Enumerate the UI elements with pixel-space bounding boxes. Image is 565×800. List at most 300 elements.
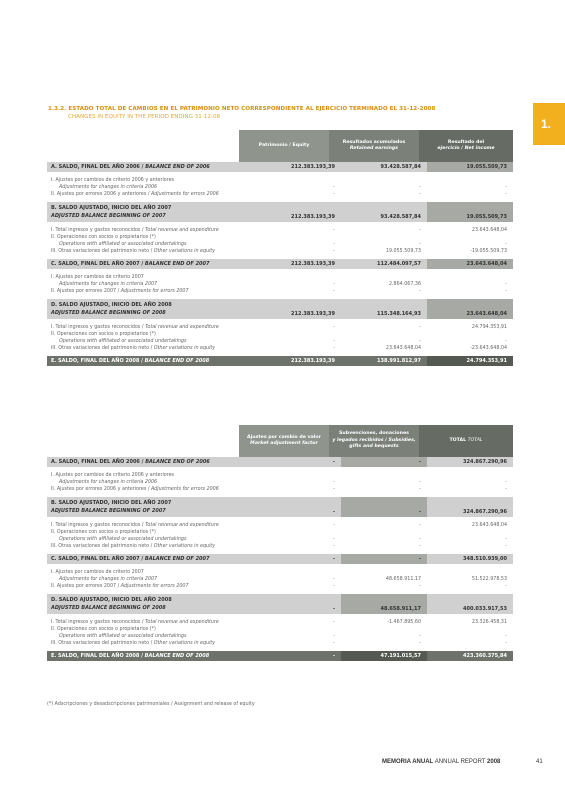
- value-cell: [427, 544, 513, 549]
- label-en: BALANCE END OF 2008: [144, 358, 210, 364]
- label-en sub: ADJUSTED BALANCE BEGINNING OF 2008: [51, 310, 166, 316]
- value: -: [505, 289, 507, 294]
- label-en: Adjustments for errors 2007: [120, 584, 189, 589]
- footer-year: 2008: [487, 759, 501, 765]
- header-line: Subvenciones, donaciones: [339, 431, 409, 437]
- value-cell: [341, 282, 427, 287]
- value: -23.643.648,04: [470, 346, 507, 351]
- row-label: [47, 249, 255, 254]
- adjusted-row-d: [47, 594, 513, 614]
- balance-label: [47, 653, 255, 659]
- column-header-text: [247, 435, 321, 448]
- value-cell: [341, 544, 427, 549]
- table-row: [47, 486, 513, 493]
- value-cell: [341, 346, 427, 351]
- adjustment-group: [47, 269, 513, 299]
- row-label: [47, 584, 255, 589]
- value-cell: [427, 289, 513, 294]
- value: -: [418, 509, 421, 515]
- label-en: Other variations in equity: [153, 544, 216, 549]
- value-cell: [341, 228, 427, 233]
- value: -: [333, 185, 335, 190]
- label-es: A. SALDO, FINAL DEL AÑO 2006 /: [51, 459, 146, 465]
- label-en: BALANCE END OF 2008: [144, 653, 210, 659]
- value-cell: [427, 249, 513, 254]
- value-cell: [427, 282, 513, 287]
- value: 19.055.509,73: [466, 164, 507, 170]
- value: -19.055.509,73: [470, 249, 507, 254]
- value: -1.467.895,60: [387, 620, 421, 625]
- value: -: [505, 185, 507, 190]
- value: 93.428.587,84: [380, 214, 421, 220]
- value: 93.428.587,84: [380, 164, 421, 170]
- balance-row-e: [47, 651, 513, 661]
- value: -: [419, 634, 421, 639]
- label-en: Adjustments for errors 2007: [120, 289, 189, 294]
- value-cell: [255, 289, 341, 294]
- value: -: [419, 537, 421, 542]
- value-cell: [255, 544, 341, 549]
- column-header-text: [343, 140, 406, 153]
- label-es: C. SALDO, FINAL DEL AÑO 2007 /: [51, 556, 145, 562]
- value: -: [419, 242, 421, 247]
- value: -: [418, 459, 421, 465]
- adjustment-group: [47, 517, 513, 554]
- value: -: [419, 584, 421, 589]
- value: -: [333, 641, 335, 646]
- section-tab: 1.: [533, 103, 565, 145]
- value: -: [505, 634, 507, 639]
- label-en: Adjustments for errors 2006: [150, 192, 219, 197]
- adjustment-group: [47, 172, 513, 202]
- value: 24.794.353,91: [471, 325, 507, 330]
- value: -: [419, 325, 421, 330]
- value: -: [419, 185, 421, 190]
- footer-en: ANNUAL REPORT: [434, 759, 488, 765]
- value: -: [333, 282, 335, 287]
- value: 23.643.648,04: [466, 311, 507, 317]
- value-cell: [255, 282, 341, 287]
- value: -: [332, 459, 335, 465]
- table-row: [47, 331, 513, 338]
- header-line: Resultados acumulados: [342, 139, 406, 145]
- row-label: [47, 480, 255, 485]
- column-header: [419, 130, 513, 162]
- value: -: [505, 339, 507, 344]
- adjusted-label: [47, 497, 255, 517]
- value: 23.326.458,31: [471, 620, 507, 625]
- header-line-en: Retained earnings: [349, 146, 399, 151]
- table-row: [47, 583, 513, 590]
- value-cell: [427, 242, 513, 247]
- table-row: [47, 274, 513, 281]
- balance-label: [47, 358, 255, 364]
- label-es: III. Otras variaciones del patrimonio neto /: [51, 641, 154, 646]
- value-cell: [255, 459, 341, 465]
- balance-label: [47, 556, 255, 562]
- label-en sub: ADJUSTED BALANCE BEGINNING OF 2007: [51, 508, 166, 514]
- value-cell: [341, 358, 427, 364]
- value: 19.055.509,73: [385, 249, 421, 254]
- label-es: II. Operaciones con socios o propietarios (*): [51, 627, 156, 632]
- value-cell: [341, 480, 427, 485]
- value-cell: [255, 620, 341, 625]
- value: -: [419, 641, 421, 646]
- value-cell: [427, 339, 513, 344]
- label-en: Operations with affiliated or associated undertakings: [59, 634, 187, 639]
- title-english: CHANGES IN EQUITY IN THE PERIOD ENDING 31-12-08: [68, 114, 221, 120]
- value-cell: [427, 356, 513, 366]
- value-cell: [341, 164, 427, 170]
- label-es: A. SALDO, FINAL DEL AÑO 2006 /: [51, 164, 146, 170]
- label-en: Total revenue and expenditure: [145, 228, 219, 233]
- column-header: [329, 425, 419, 457]
- value-cell: [427, 497, 513, 517]
- value-cell: [427, 325, 513, 330]
- value: -: [419, 228, 421, 233]
- row-label: [47, 228, 255, 233]
- adjusted-label: [47, 594, 255, 614]
- value: -: [332, 509, 335, 515]
- value-cell: [255, 358, 341, 364]
- table-row: [47, 241, 513, 248]
- label-es: III. Otras variaciones del patrimonio neto /: [51, 249, 154, 254]
- column-header-text: [332, 431, 415, 451]
- value-cell: [255, 249, 341, 254]
- value: -: [505, 480, 507, 485]
- label-es: II. Operaciones con socios o propietarios (*): [51, 235, 156, 240]
- value: -: [333, 289, 335, 294]
- section-title: [48, 106, 528, 120]
- balance-label: [47, 164, 255, 170]
- label-en: Total revenue and expenditure: [145, 325, 219, 330]
- label-en: Other variations in equity: [153, 249, 216, 254]
- footnote: (*) Adscripciones y desadscripciones patrimoniales / Assignment and release of equity: [47, 702, 255, 707]
- value: 115.348.164,93: [377, 311, 421, 317]
- column-header-text: [437, 140, 494, 153]
- value: 212.383.193,39: [291, 311, 335, 317]
- label-en: Total revenue and expenditure: [145, 523, 219, 528]
- row-label: [47, 275, 255, 280]
- value: -: [333, 487, 335, 492]
- row-label: [47, 242, 255, 247]
- label-es: I. Total ingresos y gastos reconocidos /: [51, 228, 146, 233]
- value-cell: [427, 487, 513, 492]
- value: -: [332, 606, 335, 612]
- label-en: Operations with affiliated or associated undertakings: [59, 537, 187, 542]
- table-row: [47, 479, 513, 486]
- label-en: Adjustments for errors 2006: [150, 487, 219, 492]
- label-en: Other variations in equity: [153, 641, 216, 646]
- table-row: [47, 472, 513, 479]
- value-cell: [255, 594, 341, 614]
- header-line: TOTAL: [449, 437, 468, 443]
- label-es: I. Total ingresos y gastos reconocidos /: [51, 325, 146, 330]
- label-en: Adjustments for changes in criteria 2006: [59, 480, 158, 485]
- value: -: [333, 620, 335, 625]
- adjusted-row-b: [47, 497, 513, 517]
- value-cell: [427, 228, 513, 233]
- column-header: [239, 130, 329, 162]
- table-row: [47, 633, 513, 640]
- table-row: [47, 543, 513, 550]
- row-label: [47, 530, 255, 535]
- value-cell: [341, 523, 427, 528]
- value: -: [333, 480, 335, 485]
- header-line-en: TOTAL: [467, 437, 483, 443]
- table-row: [47, 324, 513, 331]
- value-cell: [255, 487, 341, 492]
- adjustment-group: [47, 564, 513, 594]
- header-line-en: y legados recibidos / Subsidies,: [332, 437, 416, 443]
- equity-table-2: [47, 425, 513, 661]
- value-cell: [255, 242, 341, 247]
- value: -: [333, 249, 335, 254]
- table-row: [47, 529, 513, 536]
- value: 212.383.193,39: [291, 164, 335, 170]
- value: -: [505, 242, 507, 247]
- value-cell: [255, 537, 341, 542]
- value: -: [333, 577, 335, 582]
- value-cell: [427, 192, 513, 197]
- value: -: [333, 537, 335, 542]
- value-cell: [341, 487, 427, 492]
- value: -: [333, 242, 335, 247]
- value-cell: [341, 537, 427, 542]
- row-label: [47, 627, 255, 632]
- table-row: [47, 522, 513, 529]
- table-row: [47, 640, 513, 647]
- value-cell: [427, 634, 513, 639]
- row-label: [47, 325, 255, 330]
- table-row: [47, 576, 513, 583]
- label-es: III. Otras variaciones del patrimonio neto /: [51, 346, 154, 351]
- value: -: [505, 537, 507, 542]
- label-es: D. SALDO AJUSTADO, INICIO DEL AÑO 2008: [51, 597, 172, 603]
- value: 51.522.978,53: [471, 577, 507, 582]
- value: -: [418, 556, 421, 562]
- value-cell: [255, 339, 341, 344]
- value: 19.055.509,73: [466, 214, 507, 220]
- value-cell: [427, 459, 513, 465]
- value: -: [419, 192, 421, 197]
- table-row: [47, 177, 513, 184]
- value: 23.643.648,04: [471, 228, 507, 233]
- label-en: Adjustments for changes in criteria 2007: [59, 282, 158, 287]
- value-cell: [341, 634, 427, 639]
- value: 212.383.193,39: [291, 261, 335, 267]
- label-es: II. Ajustes por errores 2007 /: [51, 584, 121, 589]
- label-es: E. SALDO, FINAL DEL AÑO 2008 /: [51, 653, 145, 659]
- value: -: [419, 487, 421, 492]
- header-line-en: ejercicio / Net income: [437, 146, 495, 151]
- value: -: [505, 282, 507, 287]
- table-row: [47, 338, 513, 345]
- column-header-text: [449, 438, 482, 445]
- value: -: [333, 339, 335, 344]
- balance-row-c: [47, 259, 513, 269]
- value-cell: [255, 185, 341, 190]
- label-en: Other variations in equity: [153, 346, 216, 351]
- value-cell: [427, 556, 513, 562]
- adjusted-label: [47, 299, 255, 319]
- value-cell: [341, 594, 427, 614]
- value-cell: [427, 537, 513, 542]
- label-en: Total revenue and expenditure: [145, 620, 219, 625]
- value: -: [333, 634, 335, 639]
- label-es: B. SALDO AJUSTADO, INICIO DEL AÑO 2007: [51, 205, 172, 211]
- adjustment-group: [47, 319, 513, 356]
- label-es: III. Otras variaciones del patrimonio neto /: [51, 544, 154, 549]
- page-number: 41: [536, 759, 543, 765]
- value: -: [419, 289, 421, 294]
- value: 47.191.015,57: [380, 653, 421, 659]
- label-es: II. Operaciones con socios o propietarios (*): [51, 530, 156, 535]
- column-header: [329, 130, 419, 162]
- row-label: [47, 473, 255, 478]
- row-label: [47, 544, 255, 549]
- row-label: [47, 487, 255, 492]
- value: 400.033.917,53: [463, 606, 507, 612]
- value: -: [333, 523, 335, 528]
- row-label: [47, 537, 255, 542]
- value-cell: [255, 164, 341, 170]
- table-row: [47, 227, 513, 234]
- value-cell: [341, 325, 427, 330]
- column-header: [239, 425, 329, 457]
- table-row: [47, 626, 513, 633]
- row-label: [47, 346, 255, 351]
- equity-table-1: [47, 130, 513, 366]
- value-cell: [255, 634, 341, 639]
- label-es: I. Total ingresos y gastos reconocidos /: [51, 620, 146, 625]
- label-es: D. SALDO AJUSTADO, INICIO DEL AÑO 2008: [51, 302, 172, 308]
- table-row: [47, 345, 513, 352]
- value-cell: [427, 584, 513, 589]
- value-cell: [341, 339, 427, 344]
- label-es: I. Ajustes por cambios de criterio 2006 y anteriores: [51, 473, 175, 478]
- row-label: [47, 282, 255, 287]
- value: 112.484.097,57: [377, 261, 421, 267]
- header-line-en: Market adjustment factor: [250, 441, 318, 446]
- row-label: [47, 577, 255, 582]
- value: -: [419, 544, 421, 549]
- value-cell: [427, 299, 513, 319]
- label-en: Operations with affiliated or associated undertakings: [59, 339, 187, 344]
- value-cell: [427, 594, 513, 614]
- value: 324.867.290,96: [463, 459, 507, 465]
- value-cell: [427, 653, 513, 659]
- adjusted-row-b: [47, 202, 513, 222]
- value: 423.360.375,84: [463, 653, 507, 659]
- header-line: Patrimonio / Equity: [258, 142, 310, 148]
- header-line-en: gifts and bequests: [349, 444, 399, 450]
- balance-row-c: [47, 554, 513, 564]
- value: -: [333, 325, 335, 330]
- row-label: [47, 641, 255, 646]
- value-cell: [255, 202, 341, 222]
- table-row: [47, 191, 513, 198]
- column-headers: [47, 425, 513, 457]
- value: -: [505, 192, 507, 197]
- row-label: [47, 332, 255, 337]
- value-cell: [341, 577, 427, 582]
- table-row: [47, 619, 513, 626]
- row-label: [47, 235, 255, 240]
- column-headers: [47, 130, 513, 162]
- label-en: BALANCE END OF 2006: [145, 459, 210, 465]
- label-en: Operations with affiliated or associated undertakings: [59, 242, 187, 247]
- value-cell: [341, 185, 427, 190]
- adjustment-group: [47, 222, 513, 259]
- row-label: [47, 192, 255, 197]
- adjusted-label: [47, 202, 255, 222]
- label-es: I. Ajustes por cambios de criterio 2006 y anteriores: [51, 178, 175, 183]
- value: -: [419, 339, 421, 344]
- value-cell: [427, 162, 513, 172]
- label-es: C. SALDO, FINAL DEL AÑO 2007 /: [51, 261, 145, 267]
- value: -: [505, 584, 507, 589]
- table-row: [47, 569, 513, 576]
- value: 348.510.939,00: [463, 556, 507, 562]
- adjustment-group: [47, 614, 513, 651]
- label-es: E. SALDO, FINAL DEL AÑO 2008 /: [51, 358, 145, 364]
- label-en sub: ADJUSTED BALANCE BEGINNING OF 2008: [51, 605, 166, 611]
- value: 23.643.648,04: [471, 523, 507, 528]
- balance-row-a: [47, 162, 513, 172]
- adjustment-group: [47, 467, 513, 497]
- value-cell: [427, 346, 513, 351]
- label-es: II. Ajustes por errores 2006 y anteriores /: [51, 192, 151, 197]
- value-cell: [341, 497, 427, 517]
- value-cell: [255, 346, 341, 351]
- label-es: I. Ajustes por cambios de criterio 2007: [51, 570, 144, 575]
- column-header: [419, 425, 513, 457]
- value-cell: [255, 641, 341, 646]
- value-cell: [427, 480, 513, 485]
- value: -: [505, 544, 507, 549]
- value-cell: [427, 185, 513, 190]
- label-es: I. Total ingresos y gastos reconocidos /: [51, 523, 146, 528]
- table-row: [47, 536, 513, 543]
- label-en: BALANCE END OF 2007: [144, 556, 210, 562]
- value-cell: [341, 641, 427, 646]
- value-cell: [255, 497, 341, 517]
- adjusted-row-d: [47, 299, 513, 319]
- value: -: [419, 523, 421, 528]
- label-en sub: ADJUSTED BALANCE BEGINNING OF 2007: [51, 213, 166, 219]
- value-cell: [341, 299, 427, 319]
- row-label: [47, 523, 255, 528]
- row-label: [47, 289, 255, 294]
- label-es: II. Ajustes por errores 2007 /: [51, 289, 121, 294]
- value-cell: [255, 556, 341, 562]
- value: -: [333, 544, 335, 549]
- value: 48.658.911,17: [380, 606, 421, 612]
- value-cell: [427, 523, 513, 528]
- value-cell: [255, 653, 341, 659]
- value-cell: [427, 641, 513, 646]
- footer-title: [382, 759, 500, 765]
- value-cell: [341, 242, 427, 247]
- label-es: II. Operaciones con socios o propietarios (*): [51, 332, 156, 337]
- value-cell: [255, 584, 341, 589]
- balance-label: [47, 459, 255, 465]
- table-row: [47, 248, 513, 255]
- label-es: II. Ajustes por errores 2006 y anteriores /: [51, 487, 151, 492]
- value-cell: [341, 261, 427, 267]
- label-en: BALANCE END OF 2007: [144, 261, 210, 267]
